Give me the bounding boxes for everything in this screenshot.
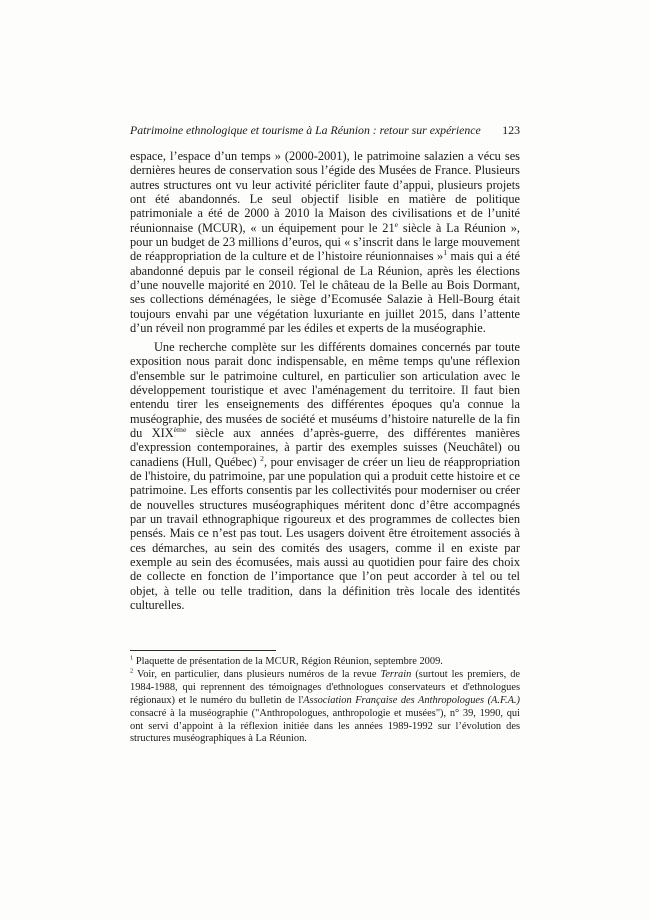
running-header (130, 123, 520, 137)
footnote-2-marker: 2 (130, 667, 134, 675)
page-number: 123 (502, 123, 520, 137)
running-header-title: Patrimoine ethnologique et tourisme à La Réunion : retour sur expérience (130, 123, 481, 137)
footnote-1-text: Plaquette de présentation de la MCUR, Région Réunion, septembre 2009. (133, 656, 443, 667)
paragraph-1: espace, l’espace d’un temps » (2000-2001), le patrimoine salazien a vécu ses dernières heures de conservation sous l’égide des Musées de France. Plusieurs autres structures ont vu leur activité péricliter faute d’appui, plusieurs projets ont été abandonnés. Le seul objectif lisible en matière de politique patrimoniale a été de 2000 à 2010 la Maison des civilisations et de l’unité réunionnaise (MCUR), « un équipement pour le 21e siècle à La Réunion », pour un budget de 23 millions d’euros, qui « s’inscrit dans le large mouvement de réappropriation de la culture et de l’histoire réunionnaises »$^1$ mais qui a été abandonné depuis par le conseil régional de La Réunion, après les élections d’une nouvelle majorité en 2010. Tel le château de la Belle au Bois Dormant, ses collections déménagées, le siège d’Ecomusée Salazie à Hell-Bourg était toujours envahi par une végétation luxuriante en juillet 2015, dans l’attente d’un réveil non programmé par les édiles et experts de la muséographie. (130, 149, 521, 336)
footnote-2-text: Voir, en particulier, dans plusieurs numéros de la revue Terrain (surtout les premiers, de 1984-1988, qui reprennent des témoignages d'ethnologues conservateurs et d'ethnologues régionaux) et le numéro du bulletin de l'Association Française des Anthropologues (A.F.A.) consacré à la muséographie ("Anthropologues, anthropologie et musées"), n° 39, 1990, qui ont servi d’appoint à la réflexion initiée dans les années 1989-1992 sur l’évolution des structures muséographiques à La Réunion. (130, 668, 521, 745)
footnote-1 (130, 656, 520, 669)
footnote-1-marker: 1 (130, 654, 134, 662)
footnote-separator-rule (130, 650, 276, 651)
body-text (130, 149, 520, 613)
footnote-2 (130, 669, 520, 746)
paragraph-2: Une recherche complète sur les différents domaines concernés par toute exposition nous parait donc indispensable, en même temps qu'une réflexion d'ensemble sur le patrimoine culturel, en particulier son articulation avec le développement touristique et avec l'aménagement du territoire. Il faut bien entendu tirer les enseignements des différentes époques qu'a connue la muséographie, des musées de société et muséums d’histoire naturelle de la fin du XIXème siècle aux années d’après-guerre, des différentes manières d'expression contemporaines, à partir des exemples suisses (Neuchâtel) ou canadiens (Hull, Québec) $^2$, pour envisager de créer un lieu de réappropriation de l'histoire, du patrimoine, par une population qui a produit cette histoire et ce patrimoine. Les efforts consentis par les collectivités pour moderniser ou créer de nouvelles structures muséographiques méritent donc d’être accompagnés par un travail ethnographique rigoureux et des programmes de collectes bien pensés. Mais ce n’est pas tout. Les usagers doivent être étroitement associés à ces démarches, au sein des comités des usagers, comme il en existe par exemple au sein des écomusées, mais aussi au quotidien pour faire des choix de collecte en fonction de l’importance que l’on peut accorder à tel ou tel objet, à telle ou telle tradition, dans la définition très locale des identités culturelles. (130, 339, 520, 613)
footnotes-section (130, 650, 520, 746)
